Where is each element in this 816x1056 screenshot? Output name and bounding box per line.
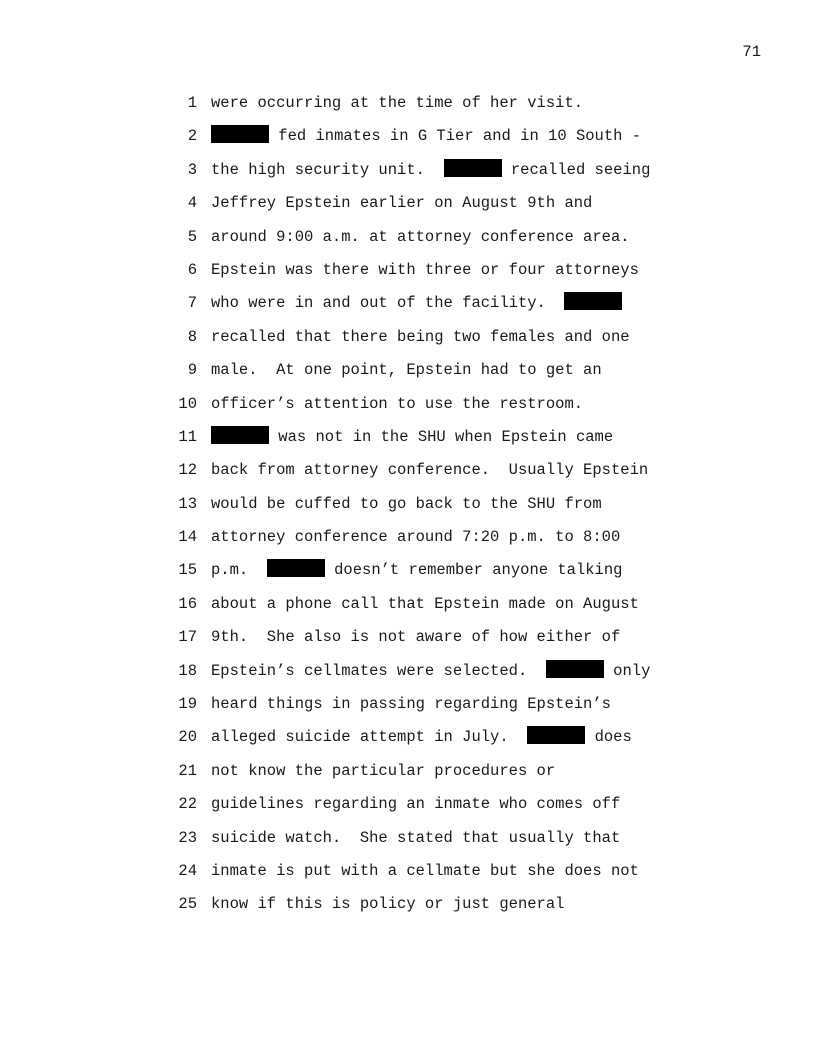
line-text [211, 893, 564, 915]
redaction-block [546, 660, 604, 678]
transcript-line [0, 459, 816, 492]
line-number: 25 [178, 895, 197, 914]
text-segment: p.m. [211, 561, 267, 580]
redaction-block [267, 559, 325, 577]
line-number: 17 [178, 628, 197, 647]
line-text [211, 92, 583, 114]
line-text [211, 760, 555, 782]
line-number: 13 [178, 494, 197, 513]
transcript-line [0, 827, 816, 860]
line-text [211, 426, 613, 448]
text-segment: male. At one point, Epstein had to get an [211, 361, 602, 380]
transcript-line [0, 393, 816, 426]
line-number: 6 [187, 260, 197, 279]
transcript-line [0, 526, 816, 559]
line-number: 15 [178, 561, 197, 580]
line-text [211, 860, 639, 882]
line-text [211, 393, 583, 415]
line-number: 5 [187, 227, 197, 246]
line-text [211, 125, 641, 147]
line-number: 22 [178, 795, 197, 814]
line-text [211, 326, 630, 348]
line-number: 11 [178, 427, 197, 446]
text-segment: officer’s attention to use the restroom. [211, 394, 584, 413]
text-segment: 9th. She also is not aware of how either of [211, 628, 621, 647]
transcript-line [0, 292, 816, 325]
text-segment: Jeffrey Epstein earlier on August 9th and [211, 194, 593, 213]
transcript-line [0, 326, 816, 359]
transcript-line [0, 793, 816, 826]
line-text [211, 593, 639, 615]
text-segment: who were in and out of the facility. [211, 294, 565, 313]
line-text [211, 526, 620, 548]
line-number: 24 [178, 861, 197, 880]
text-segment: only [603, 661, 651, 680]
line-text [211, 660, 650, 682]
line-text [211, 626, 620, 648]
text-segment: attorney conference around 7:20 p.m. to 8:00 [211, 528, 621, 547]
line-text [211, 459, 648, 481]
line-number: 1 [187, 94, 197, 112]
line-number: 18 [178, 661, 197, 680]
text-segment: around 9:00 a.m. at attorney conference area. [211, 227, 630, 246]
line-number: 16 [178, 594, 197, 613]
transcript-line [0, 426, 816, 459]
line-number: 21 [178, 761, 197, 780]
transcript-line [0, 359, 816, 392]
line-number: 7 [187, 294, 197, 313]
text-segment: Epstein was there with three or four attorneys [211, 260, 639, 279]
transcript-line [0, 92, 816, 125]
line-number: 8 [187, 327, 197, 346]
text-segment: recalled that there being two females and one [211, 327, 630, 346]
text-segment: the high security unit. [211, 160, 444, 179]
line-number: 2 [187, 127, 197, 146]
line-number: 9 [187, 361, 197, 380]
redaction-block [211, 125, 269, 143]
redaction-block [527, 726, 585, 744]
line-number: 14 [178, 528, 197, 547]
line-number: 4 [187, 194, 197, 213]
text-segment: inmate is put with a cellmate but she does not [211, 861, 639, 880]
redaction-block [564, 292, 622, 310]
line-text [211, 192, 592, 214]
transcript-line [0, 693, 816, 726]
text-segment: suicide watch. She stated that usually that [211, 828, 621, 847]
text-segment: fed inmates in G Tier and in 10 South - [269, 127, 642, 146]
line-text [211, 693, 611, 715]
line-number: 3 [187, 160, 197, 179]
line-number: 12 [178, 461, 197, 480]
text-segment: alleged suicide attempt in July. [211, 728, 528, 747]
text-segment: was not in the SHU when Epstein came [269, 427, 614, 446]
transcript-line [0, 192, 816, 225]
line-text [211, 259, 639, 281]
text-segment: Epstein’s cellmates were selected. [211, 661, 546, 680]
transcript-line [0, 159, 816, 192]
text-segment: about a phone call that Epstein made on August [211, 594, 639, 613]
line-text [211, 559, 622, 581]
line-text [211, 827, 620, 849]
line-number: 10 [178, 394, 197, 413]
transcript-line [0, 626, 816, 659]
transcript-line [0, 593, 816, 626]
text-segment: heard things in passing regarding Epstein’s [211, 695, 611, 714]
text-segment: would be cuffed to go back to the SHU from [211, 494, 602, 513]
page-number: 71 [742, 43, 761, 61]
line-text [211, 359, 602, 381]
transcript-line [0, 559, 816, 592]
text-segment: were occurring at the time of her visit. [211, 94, 584, 112]
transcript-line [0, 259, 816, 292]
line-number: 19 [178, 695, 197, 714]
text-segment: know if this is policy or just general [211, 895, 565, 914]
transcript-line [0, 660, 816, 693]
line-text [211, 726, 632, 748]
text-segment: back from attorney conference. Usually Epstein [211, 461, 649, 480]
line-number: 20 [178, 728, 197, 747]
line-text [211, 292, 622, 314]
text-segment: does [585, 728, 632, 747]
text-segment: not know the particular procedures or [211, 761, 556, 780]
line-text [211, 793, 620, 815]
text-segment: doesn’t remember anyone talking [324, 561, 623, 580]
text-segment: recalled seeing [501, 160, 651, 179]
line-text [211, 159, 650, 181]
transcript-body [0, 92, 816, 927]
text-segment: guidelines regarding an inmate who comes off [211, 795, 621, 814]
line-text [211, 226, 630, 248]
transcript-line [0, 760, 816, 793]
transcript-line [0, 125, 816, 158]
transcript-line [0, 226, 816, 259]
transcript-line [0, 860, 816, 893]
transcript-line [0, 726, 816, 759]
transcript-line [0, 493, 816, 526]
redaction-block [211, 426, 269, 444]
transcript-line [0, 893, 816, 926]
redaction-block [444, 159, 502, 177]
line-number: 23 [178, 828, 197, 847]
line-text [211, 493, 602, 515]
